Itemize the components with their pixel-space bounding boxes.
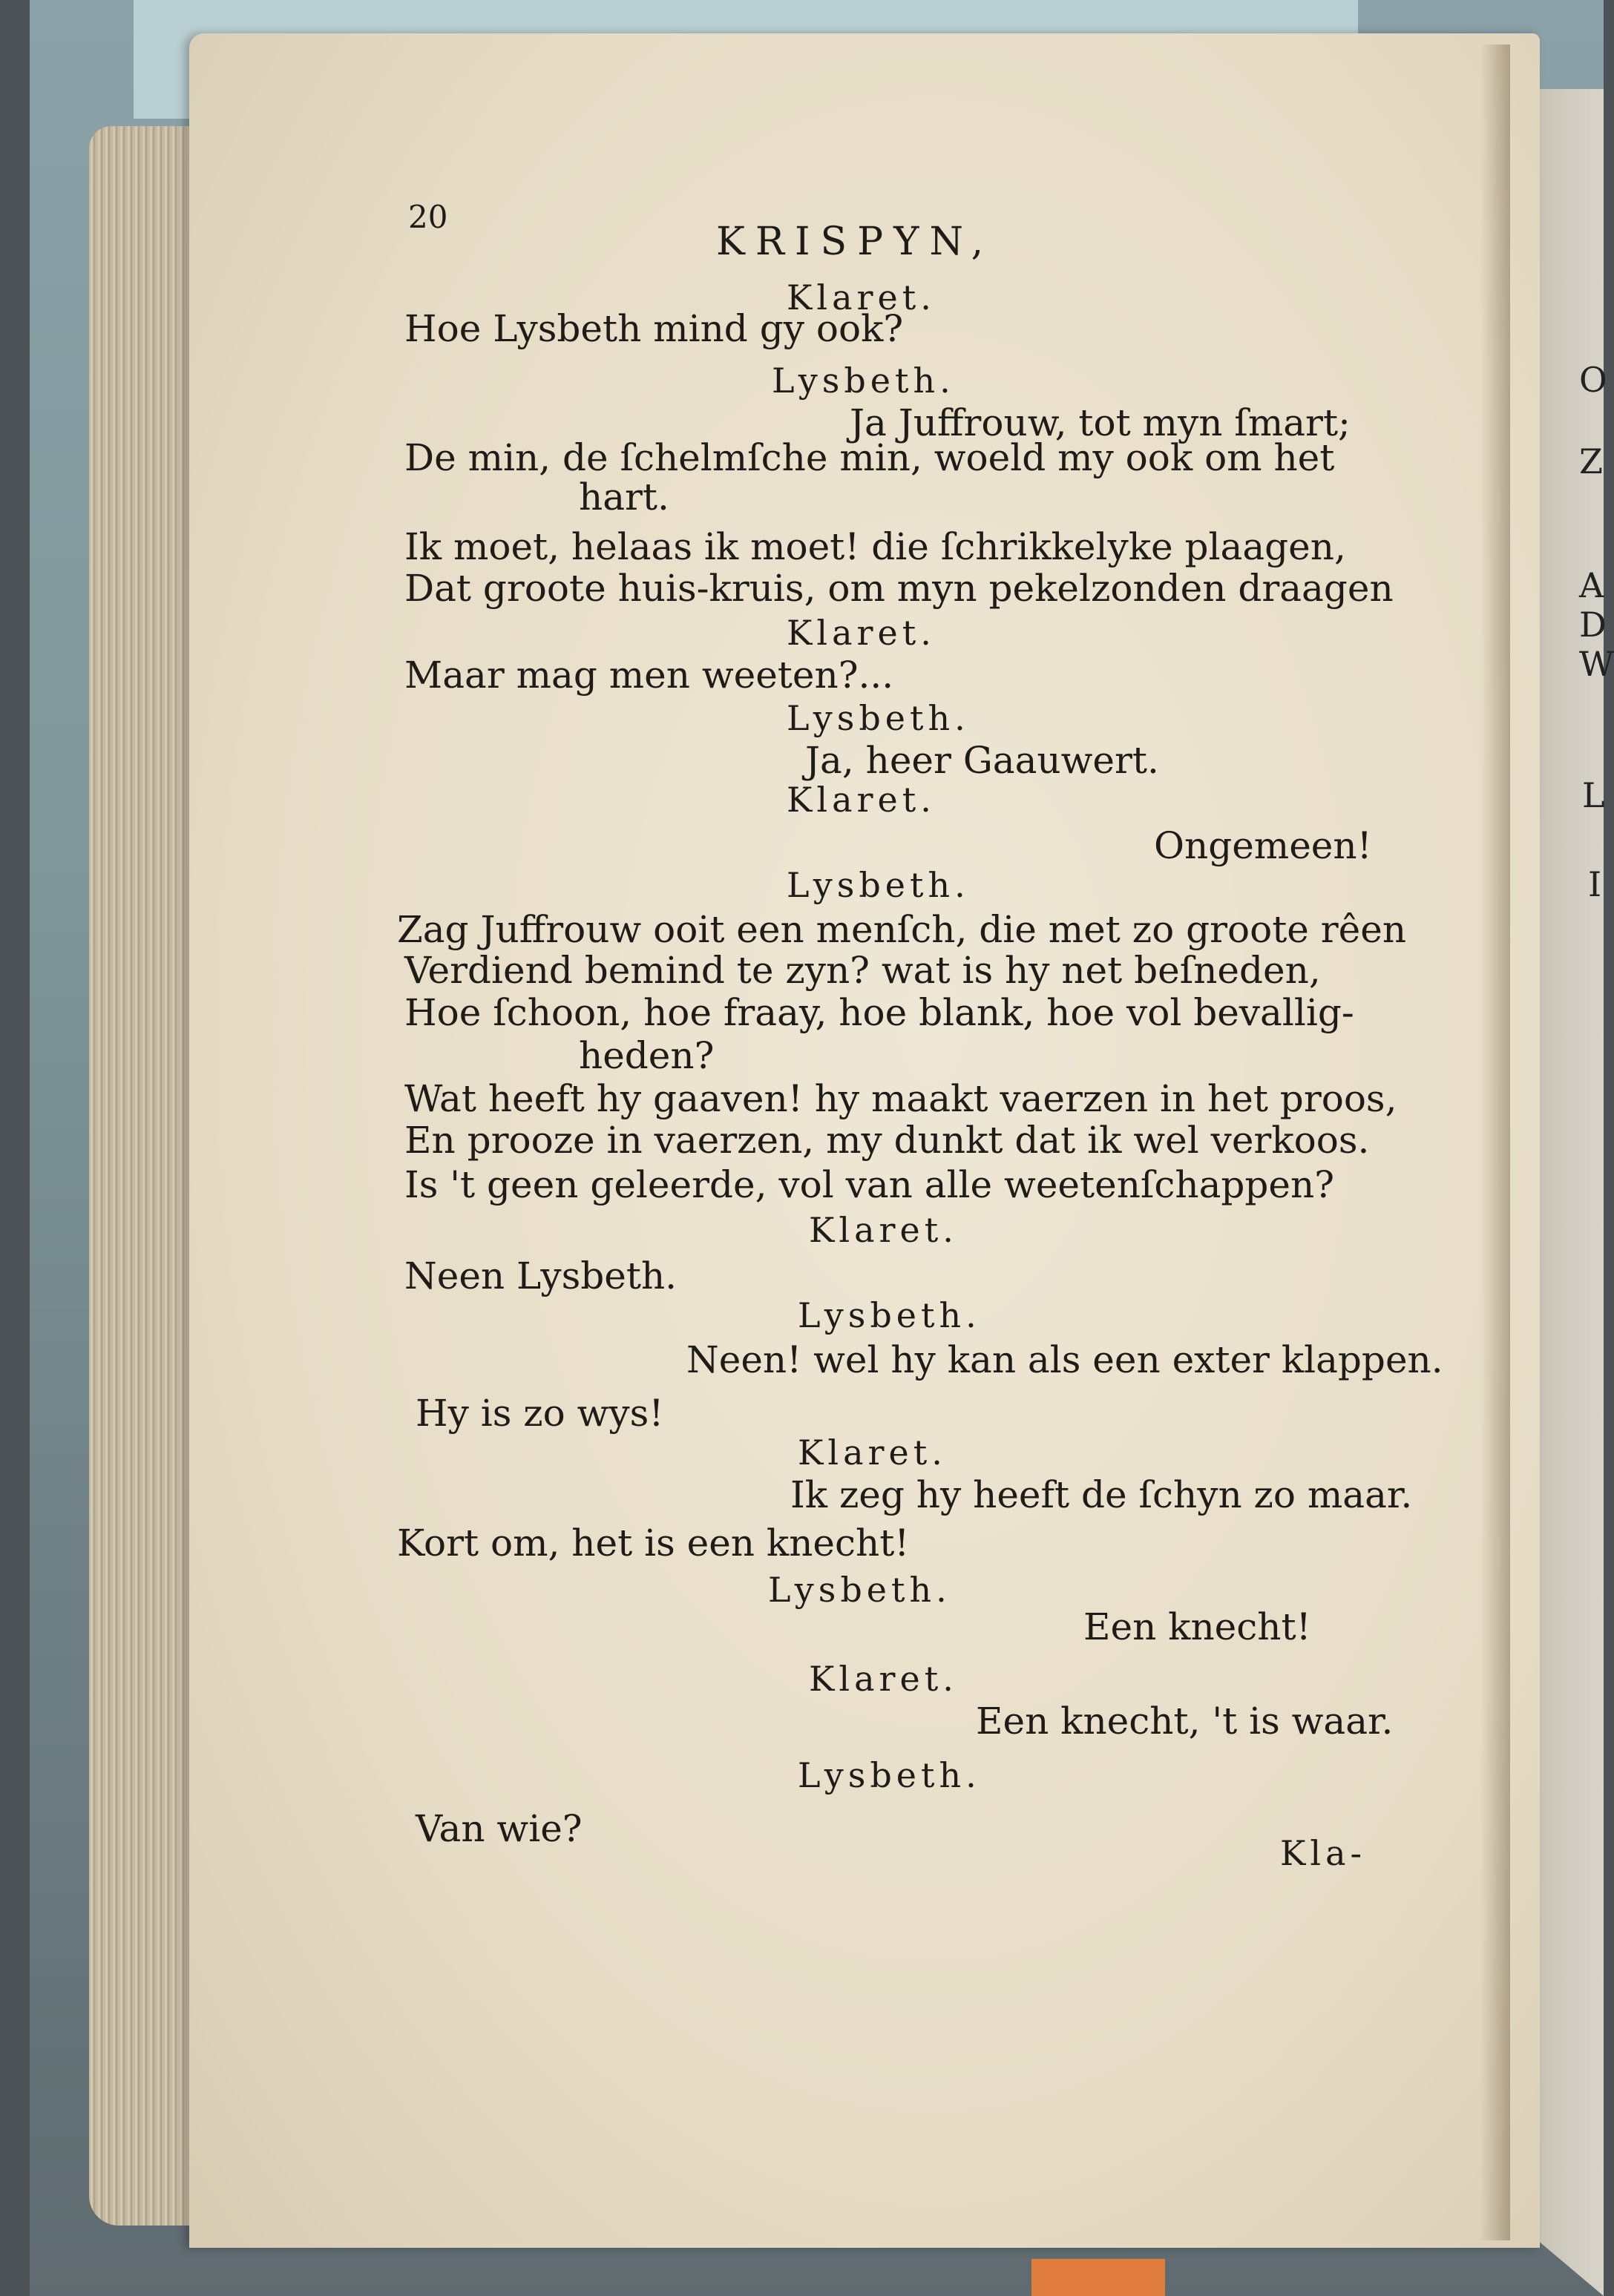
verse-line: Hoe Lysbeth mind gy ook? xyxy=(404,307,904,350)
verse-line: Hy is zo wys! xyxy=(416,1392,664,1435)
verse-line: heden? xyxy=(579,1034,715,1077)
speaker-name: Klaret. xyxy=(787,780,936,820)
verse-line: Is 't geen geleerde, vol van alle weetenſchappen? xyxy=(404,1163,1335,1206)
verse-line: Verdiend bemind te zyn? wat is hy net beſneden, xyxy=(404,949,1321,992)
speaker-name: Lysbeth. xyxy=(798,1755,981,1795)
speaker-name: Klaret. xyxy=(809,1210,958,1250)
speaker-name: Klaret. xyxy=(787,613,936,653)
verse-line: Van wie? xyxy=(416,1807,583,1850)
facing-page-letter: I xyxy=(1588,864,1602,904)
verse-line: De min, de ſchelmſche min, woeld my ook om het xyxy=(404,436,1335,479)
speaker-name: Klaret. xyxy=(809,1659,958,1699)
verse-line: Een knecht! xyxy=(1083,1605,1311,1648)
verse-line: En prooze in vaerzen, my dunkt dat ik wel verkoos. xyxy=(404,1119,1370,1162)
facing-page-letter: D xyxy=(1579,605,1607,645)
speaker-name: Lysbeth. xyxy=(768,1570,951,1610)
verse-line: Hoe ſchoon, hoe fraay, hoe blank, hoe vol bevallig- xyxy=(404,991,1354,1034)
verse-line: hart. xyxy=(579,476,669,519)
facing-page-letter: W xyxy=(1579,644,1614,684)
verse-line: Ja Juffrouw, tot myn ſmart; xyxy=(850,401,1351,444)
verse-line: Een knecht, 't is waar. xyxy=(976,1700,1394,1743)
verse-line: Wat heeft hy gaaven! hy maakt vaerzen in het proos, xyxy=(404,1077,1397,1120)
verse-line: Neen! wel hy kan als een exter klappen. xyxy=(686,1338,1443,1381)
facing-page-letter: Z xyxy=(1579,441,1603,481)
speaker-name: Lysbeth. xyxy=(787,698,970,738)
verse-line: Ik zeg hy heeft de ſchyn zo maar. xyxy=(790,1473,1413,1516)
catchword: Kla- xyxy=(1280,1833,1367,1873)
verse-line: Neen Lysbeth. xyxy=(404,1254,678,1297)
speaker-name: Klaret. xyxy=(798,1432,947,1473)
verse-line: Ik moet, helaas ik moet! die ſchrikkelyke plaagen, xyxy=(404,525,1346,568)
page-number: 20 xyxy=(408,199,448,235)
verse-line: Kort om, het is een knecht! xyxy=(397,1522,910,1565)
facing-page-letter: A xyxy=(1579,565,1604,605)
verse-line: Maar mag men weeten?... xyxy=(404,654,894,697)
speaker-name: Lysbeth. xyxy=(772,361,955,401)
verse-line: Dat groote huis-kruis, om myn pekelzonden draagen xyxy=(404,567,1394,610)
speaker-name: Lysbeth. xyxy=(798,1295,981,1335)
page-gutter-shadow xyxy=(1480,45,1510,2240)
facing-page-letter: L xyxy=(1582,775,1605,815)
speaker-name: Klaret. xyxy=(787,277,936,318)
verse-line: Ongemeen! xyxy=(1154,824,1372,867)
verse-line: Zag Juffrouw ooit een menſch, die met zo groote rêen xyxy=(397,908,1407,951)
running-head: KRISPYN, xyxy=(716,220,994,264)
verse-line: Ja, heer Gaauwert. xyxy=(805,739,1159,782)
speaker-name: Lysbeth. xyxy=(787,865,970,905)
facing-page-letter: O xyxy=(1579,360,1607,400)
orange-tab xyxy=(1031,2259,1165,2296)
